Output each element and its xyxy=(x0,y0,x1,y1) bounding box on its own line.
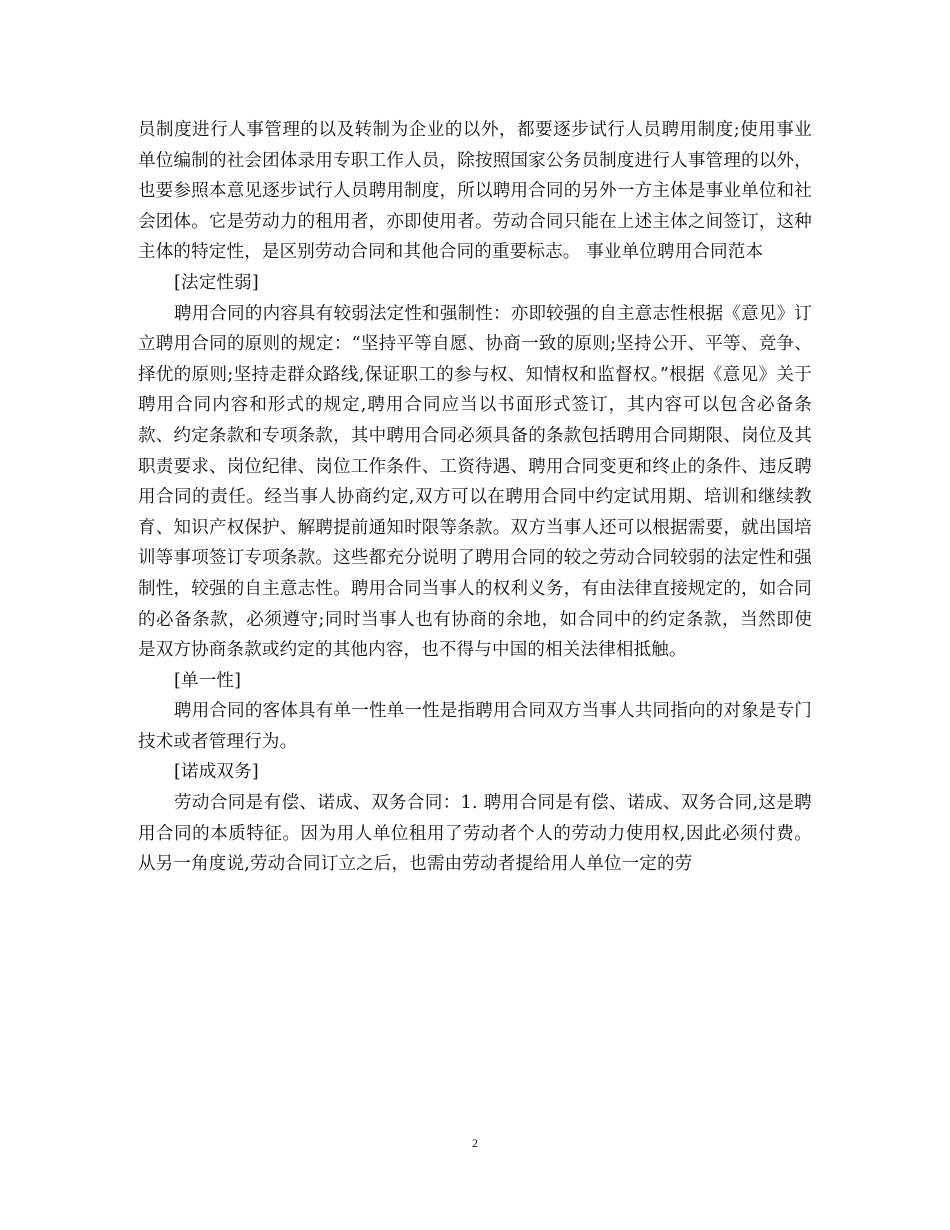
heading-singularity: [单一性] xyxy=(174,670,242,691)
page-number: 2 xyxy=(472,1136,478,1150)
paragraph-legal-weak: 聘用合同的内容具有较弱法定性和强制性：亦即较强的自主意志性根据《意见》订立聘用合同的原则的规定：“坚持平等自愿、协商一致的原则;坚持公开、平等、竞争、择优的原则;坚持走群众路线,保证职工的参与权、知情权和监督权。”根据《意见》关于聘用合同内容和形式的规定,聘用合同应当以书面形式签订，其内容可以包含必备条款、约定条款和专项条款，其中聘用合同必须具备的条款包括聘用合同期限、岗位及其职责要求、岗位纪律、岗位工作条件、工资待遇、聘用合同变更和终止的条件、违反聘用合同的责任。经当事人协商约定,双方可以在聘用合同中约定试用期、培训和继续教育、知识产权保护、解聘提前通知时限等条款。双方当事人还可以根据需要，就出国培训等事项签订专项条款。这些都充分说明了聘用合同的较之劳动合同较弱的法定性和强制性，较强的自主意志性。聘用合同当事人的权利义务，有由法律直接规定的，如合同的必备条款，必须遵守;同时当事人也有协商的余地，如合同中的约定条款，当然即使是双方协商条款或约定的其他内容，也不得与中国的相关法律相抵触。 xyxy=(138,303,812,661)
paragraph-singularity: 聘用合同的客体具有单一性单一性是指聘用合同双方当事人共同指向的对象是专门技术或者管理行为。 xyxy=(138,701,812,752)
page-body xyxy=(138,115,812,880)
heading-legal-weak: [法定性弱] xyxy=(174,272,259,293)
paragraph-intro: 员制度进行人事管理的以及转制为企业的以外，都要逐步试行人员聘用制度;使用事业单位编制的社会团体录用专职工作人员，除按照国家公务员制度进行人事管理的以外，也要参照本意见逐步试行人员聘用制度，所以聘用合同的另外一方主体是事业单位和社会团体。它是劳动力的租用者，亦即使用者。劳动合同只能在上述主体之间签订，这种主体的特定性，是区别劳动合同和其他合同的重要标志。 事业单位聘用合同范本 xyxy=(138,120,812,263)
paragraph-bilateral: 劳动合同是有偿、诺成、双务合同：1. 聘用合同是有偿、诺成、双务合同,这是聘用合同的本质特征。因为用人单位租用了劳动者个人的劳动力使用权,因此必须付费。从另一角度说,劳动合同订立之后，也需由劳动者提给用人单位一定的劳 xyxy=(138,793,812,875)
heading-bilateral: [诺成双务] xyxy=(174,762,259,783)
